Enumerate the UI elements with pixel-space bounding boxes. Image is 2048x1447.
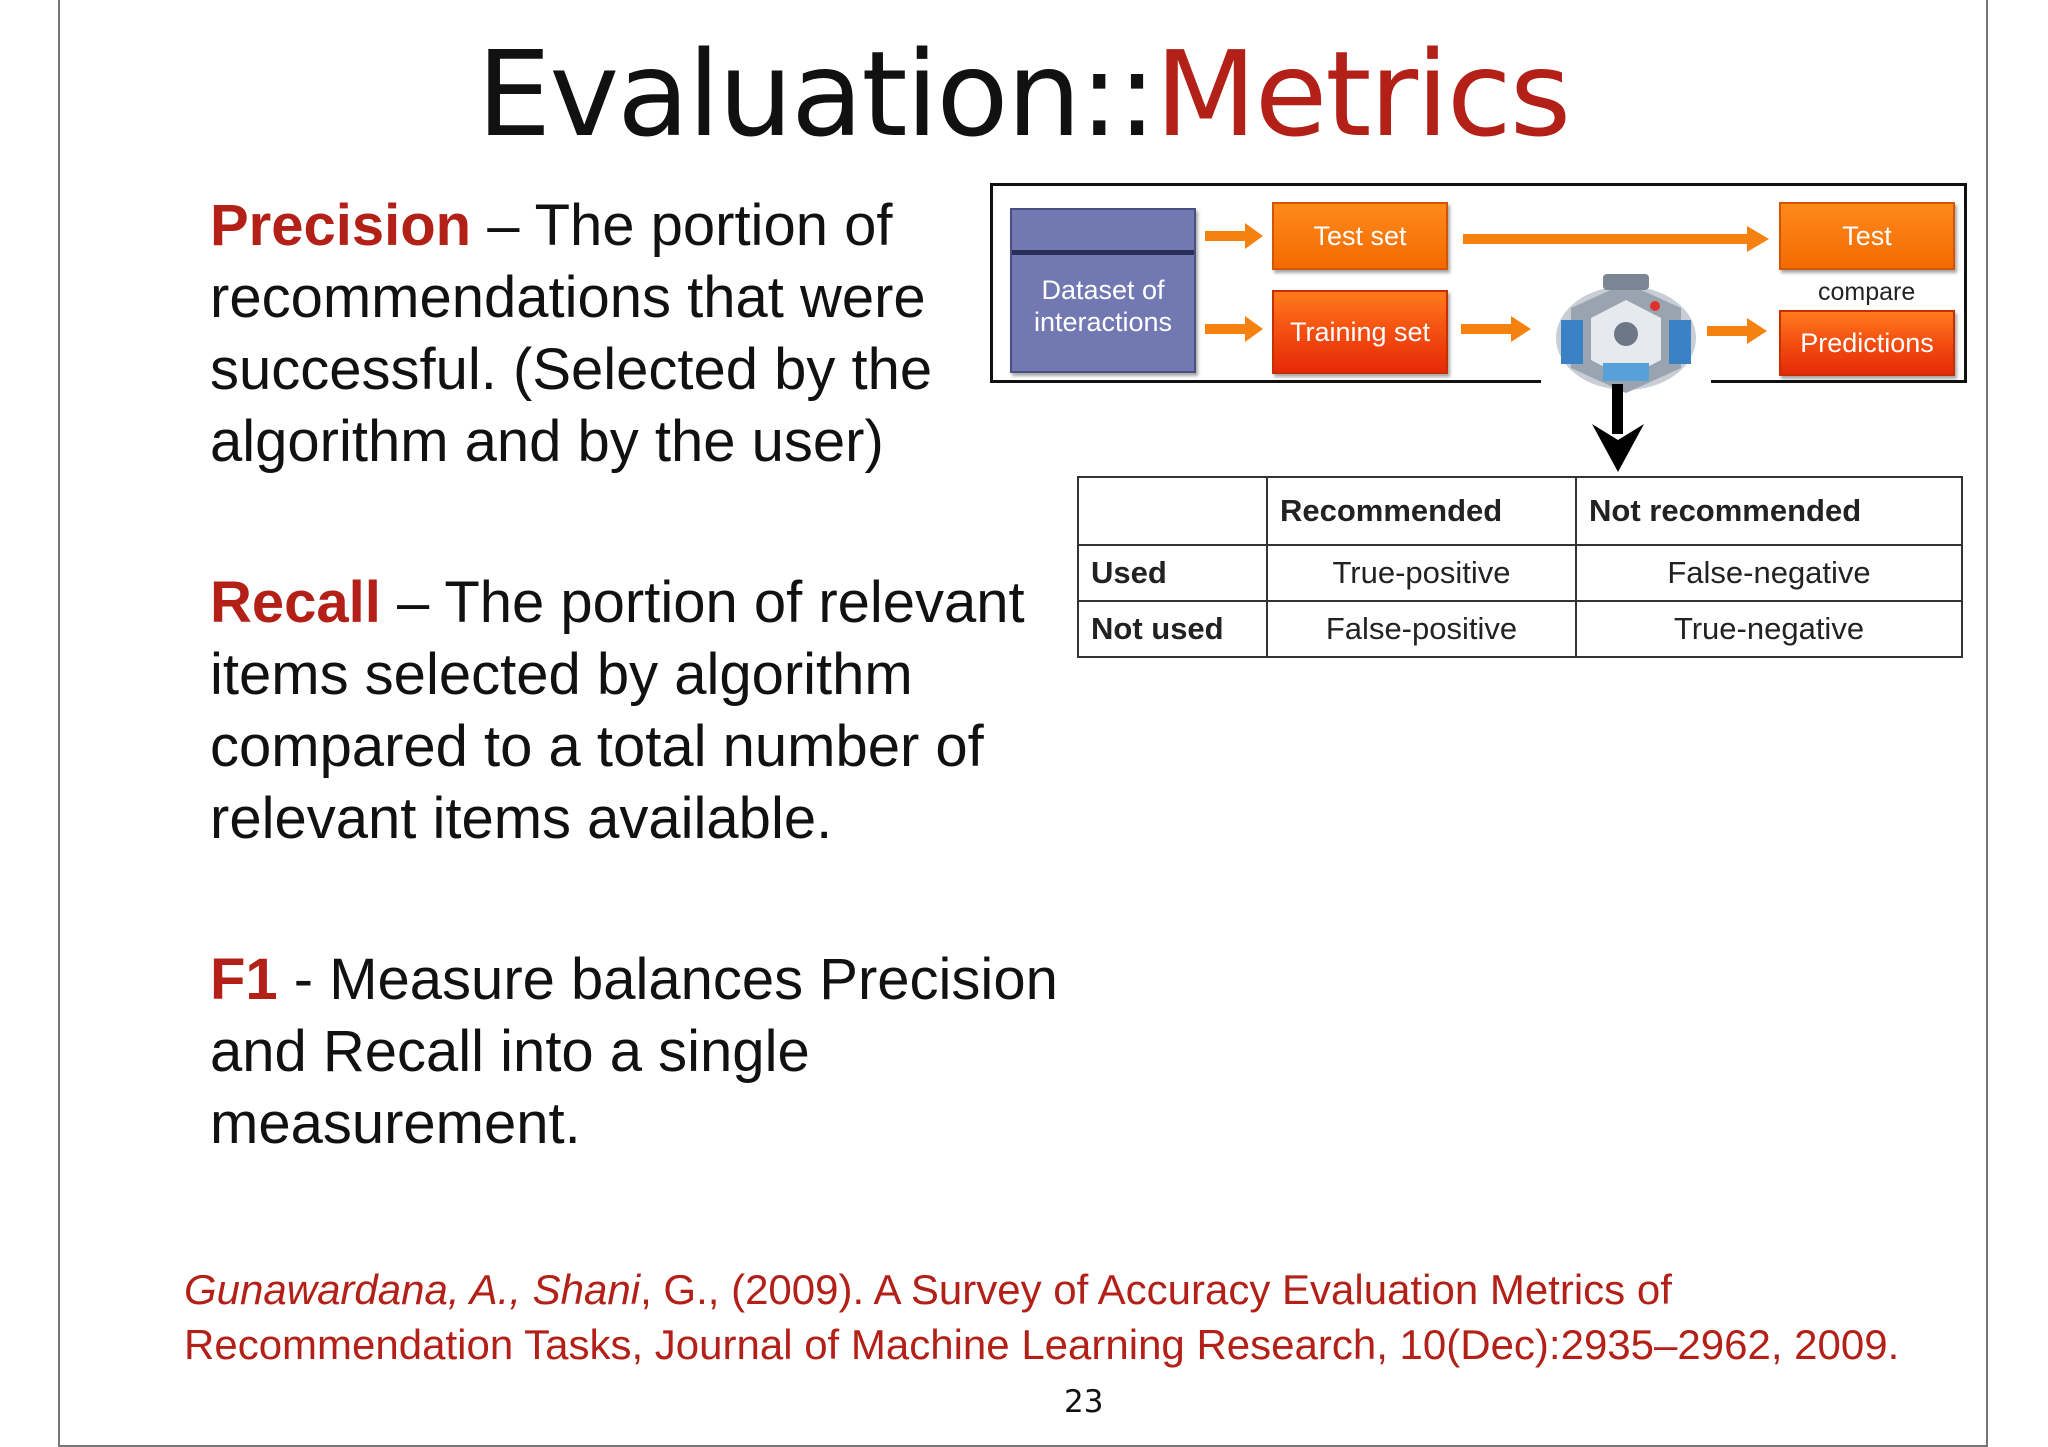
test-label: Test bbox=[1842, 221, 1892, 251]
title-accent: Metrics bbox=[1154, 25, 1570, 163]
predictions-box bbox=[1779, 310, 1955, 376]
precision-keyword: Precision bbox=[210, 193, 472, 258]
slide-title bbox=[60, 18, 1986, 171]
recall-text: – The portion of relevant items selected by algorithm compared to a total number of relevant items available. bbox=[210, 570, 1025, 851]
reference-rest: , G., (2009). A Survey of Accuracy Evaluation Metrics of Recommendation Tasks, Journal of Machine Learning Research, 10(Dec):2935–2962, 2009. bbox=[184, 1266, 1900, 1368]
algorithm-robot-icon bbox=[1541, 268, 1711, 398]
dataset-box bbox=[1010, 208, 1196, 373]
compare-label: compare bbox=[1818, 278, 1916, 306]
f1-paragraph bbox=[210, 944, 1110, 1160]
test-set-box bbox=[1272, 202, 1448, 270]
title-main: Evaluation:: bbox=[476, 25, 1155, 163]
f1-text: - Measure balances Precision and Recall into a single measurement. bbox=[210, 947, 1058, 1156]
matrix-row-label: Not used bbox=[1078, 601, 1267, 657]
matrix-cell-true-positive: True-positive bbox=[1267, 545, 1576, 601]
precision-paragraph bbox=[210, 190, 1110, 478]
reference bbox=[184, 1262, 1964, 1372]
confusion-matrix bbox=[1077, 476, 1963, 658]
evaluation-diagram bbox=[990, 183, 1967, 383]
arrow-to-training-set-icon bbox=[1205, 314, 1265, 344]
arrow-training-to-algorithm-icon bbox=[1461, 314, 1535, 344]
matrix-row-used bbox=[1078, 545, 1962, 601]
reference-authors: Gunawardana, A., Shani bbox=[184, 1266, 641, 1313]
matrix-cell-false-positive: False-positive bbox=[1267, 601, 1576, 657]
down-arrow-icon bbox=[1590, 384, 1646, 474]
dataset-divider bbox=[1012, 250, 1194, 255]
matrix-header-not-recommended: Not recommended bbox=[1576, 477, 1962, 545]
training-set-label: Training set bbox=[1289, 317, 1431, 347]
precision-text: – The portion of recommendations that were successful. (Selected by the algorithm and by the user) bbox=[210, 193, 933, 474]
training-set-box bbox=[1272, 290, 1448, 374]
predictions-label: Predictions bbox=[1800, 328, 1934, 358]
arrow-to-predictions-icon bbox=[1707, 316, 1771, 346]
matrix-corner-cell bbox=[1078, 477, 1267, 545]
arrow-test-set-to-test-icon bbox=[1463, 224, 1773, 254]
arrow-to-test-set-icon bbox=[1205, 221, 1265, 251]
matrix-header-row bbox=[1078, 477, 1962, 545]
recall-paragraph bbox=[210, 567, 1110, 855]
matrix-cell-false-negative: False-negative bbox=[1576, 545, 1962, 601]
matrix-row-not-used bbox=[1078, 601, 1962, 657]
page-number: 23 bbox=[1064, 1384, 1104, 1420]
test-box bbox=[1779, 202, 1955, 270]
matrix-row-label: Used bbox=[1078, 545, 1267, 601]
test-set-label: Test set bbox=[1313, 221, 1407, 251]
f1-keyword: F1 bbox=[210, 947, 278, 1012]
matrix-header-recommended: Recommended bbox=[1267, 477, 1576, 545]
dataset-label: Dataset of interactions bbox=[1033, 274, 1173, 337]
matrix-cell-true-negative: True-negative bbox=[1576, 601, 1962, 657]
recall-keyword: Recall bbox=[210, 570, 381, 635]
